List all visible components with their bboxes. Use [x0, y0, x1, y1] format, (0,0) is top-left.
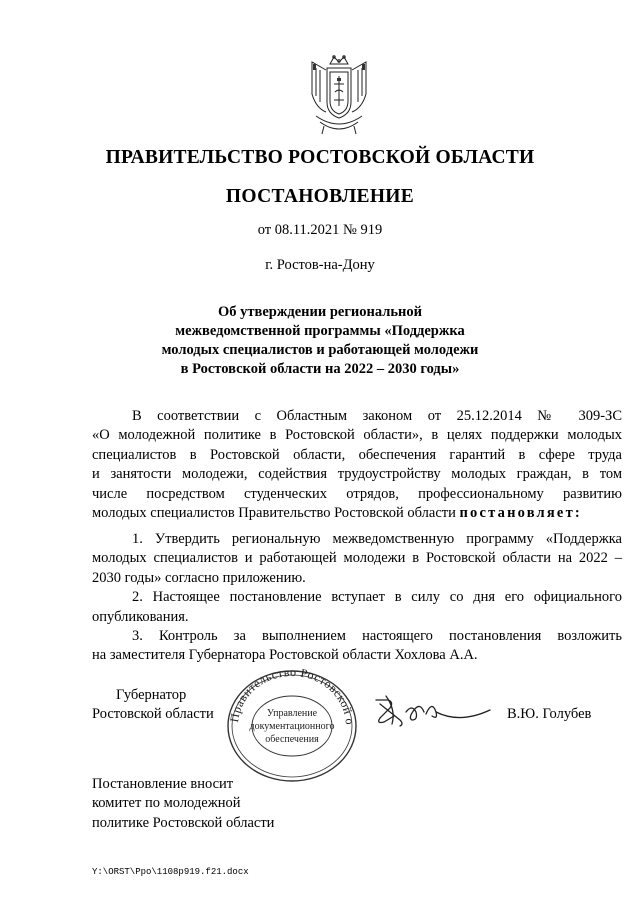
- footer-file-path: Y:\ORST\Ppo\1108p919.f21.docx: [92, 867, 249, 877]
- document-subject: [0, 303, 640, 379]
- item-3: [92, 627, 622, 666]
- stamp-inner-line: документационного: [249, 721, 335, 732]
- rostov-oblast-coat-of-arms-icon: [304, 54, 374, 138]
- position-line-1: Губернатор: [116, 687, 187, 703]
- stamp-seal-icon: [224, 668, 360, 784]
- preamble-line: числе посредством студенческих отрядов, профессиональному развитию: [92, 485, 622, 502]
- position-line-2: Ростовской области: [92, 706, 214, 722]
- document-type: ПОСТАНОВЛЕНИЕ: [225, 186, 415, 207]
- signature-icon: [370, 690, 500, 738]
- preamble-line: специалистов в Ростовской области, обеспечения гарантий в сфере труда: [92, 446, 622, 463]
- item-line: 3. Контроль за выполнением настоящего постановления возложить: [132, 628, 622, 645]
- resolution-items: [92, 530, 622, 666]
- item-line: на заместителя Губернатора Ростовской области Хохлова А.А.: [92, 647, 478, 664]
- preamble-line: молодых специалистов Правительство Ростовской области: [92, 505, 456, 522]
- stamp-outer-text: Правительство Ростовской о: [227, 668, 358, 726]
- signatory-name: В.Ю. Голубев: [507, 706, 592, 722]
- item-line: 2030 годы» согласно приложению.: [92, 569, 306, 586]
- subject-line: в Ростовской области на 2022 – 2030 годы»: [180, 361, 460, 377]
- coat-of-arms-emblem: [304, 54, 374, 138]
- subject-line: молодых специалистов и работающей молодежи: [161, 342, 479, 358]
- note-line: Постановление вносит: [92, 776, 234, 792]
- document-date-number: от 08.11.2021 № 919: [257, 222, 383, 238]
- preamble-line: и занятости молодежи, содействия трудоустройству молодых граждан, в том: [92, 466, 622, 483]
- item-1: [92, 530, 622, 588]
- government-title: ПРАВИТЕЛЬСТВО РОСТОВСКОЙ ОБЛАСТИ: [105, 147, 535, 168]
- preamble-line: «О молодежной политике в Ростовской области», в целях поддержки молодых: [92, 427, 622, 444]
- subject-line: межведомственной программы «Поддержка: [175, 323, 465, 339]
- document-place: г. Ростов-на-Дону: [265, 257, 375, 273]
- handwritten-signature: [370, 690, 500, 738]
- stamp-inner-line: Управление: [266, 708, 318, 719]
- item-line: 1. Утвердить региональную межведомственную программу «Поддержка: [132, 531, 622, 547]
- submitted-by-note: [92, 775, 274, 833]
- preamble-line: В соответствии с Областным законом от 25.12.2014 № 309-ЗС: [132, 408, 622, 424]
- note-line: комитет по молодежной: [92, 795, 241, 812]
- preamble-last-line: [92, 504, 622, 523]
- item-line: молодых специалистов и работающей молодежи в Ростовской области на 2022 –: [92, 550, 622, 567]
- subject-line: Об утверждении региональной: [217, 304, 422, 320]
- item-line: опубликования.: [92, 608, 189, 625]
- item-line: 2. Настоящее постановление вступает в силу со дня его официального: [132, 589, 622, 606]
- resolves-word: постановляет:: [459, 505, 582, 522]
- stamp-inner-line: обеспечения: [265, 734, 319, 745]
- preamble-paragraph: [92, 407, 622, 523]
- note-line: политике Ростовской области: [92, 814, 275, 831]
- official-stamp: [224, 668, 360, 784]
- item-2: [92, 588, 622, 627]
